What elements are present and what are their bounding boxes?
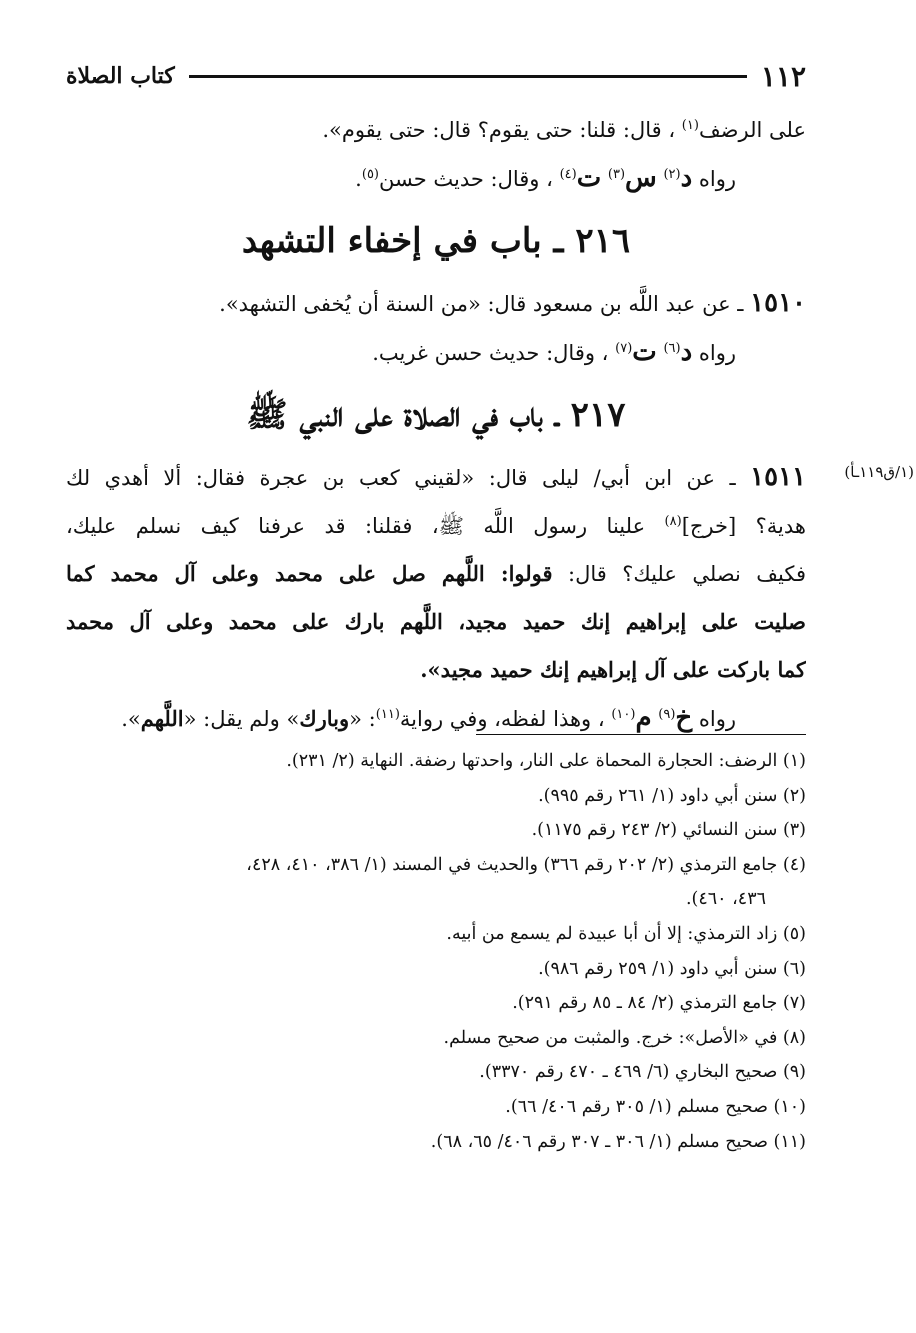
text-run: ، قال: قلنا: حتى يقوم؟ قال: حتى يقوم».: [322, 118, 676, 142]
hadith-1511-line-5: كما باركت على آل إبراهيم إنك حميد مجيد».: [420, 657, 806, 682]
hadith-1511-line-1: [66, 453, 806, 502]
hadith-1510: [66, 279, 806, 328]
page-number: ١١٢: [760, 59, 806, 93]
footnote-2: (٢) سنن أبي داود (١/ ٢٦١ رقم ٩٩٥).: [538, 785, 806, 806]
source-siglum: د: [680, 337, 693, 367]
text-run: ، وقال: حديث حسن: [379, 167, 553, 191]
hadith-text: ـ عن عبد اللَّه بن مسعود قال: «من السنة أن يُخفى التشهد».: [219, 292, 744, 316]
text-run: ، وهذا لفظه، وفي رواية: [399, 707, 605, 731]
footnote-ref: (٧): [615, 341, 633, 356]
running-header: [66, 58, 806, 94]
source-siglum: خ: [675, 703, 693, 733]
footnote-ref: (٤): [559, 167, 577, 182]
text-run: ».: [121, 707, 141, 731]
hadith-1510-sources: [66, 328, 806, 377]
source-siglum: م: [635, 703, 652, 733]
text-run: : «: [349, 707, 376, 731]
hadith-1511-line-2: [66, 502, 806, 550]
footnote-ref: (٦): [663, 341, 681, 356]
footnote-5: (٥) زاد الترمذي: إلا أن أبا عبيدة لم يسمع من أبيه.: [446, 923, 806, 944]
hadith-text: هدية؟ [خرج]: [681, 514, 806, 538]
text-run: » ولم يقل: «: [183, 707, 300, 731]
source-siglum: ت: [576, 163, 602, 193]
hadith-text: فكيف نصلي عليك؟ قال:: [568, 562, 806, 586]
book-title: كتاب الصلاة: [66, 63, 175, 89]
main-text: [66, 106, 806, 743]
footnote-ref: (٩): [658, 707, 676, 722]
text-run: رواه: [698, 707, 736, 731]
hadith-text: ـ عن ابن أبي/ ليلى قال: «لقيني كعب بن عجرة فقال: ألا أهدي لك: [66, 466, 736, 490]
text-run: رواه: [698, 167, 736, 191]
text-run: رواه: [698, 341, 736, 365]
footnote-3: (٣) سنن النسائي (٢/ ٢٤٣ رقم ١١٧٥).: [531, 820, 806, 841]
footnote-ref: (٢): [663, 167, 681, 182]
footnote-ref: (٨): [664, 514, 682, 529]
hadith-number: ١٥١٠: [750, 288, 806, 318]
text-line-1: [66, 106, 806, 154]
source-siglum: س: [625, 163, 657, 193]
hadith-1511-line-4: صليت على إبراهيم إنك حميد مجيد، اللَّهم بارك على محمد وعلى آل محمد: [66, 609, 806, 634]
hadith-text: علينا رسول اللَّه ﷺ، فقلنا: قد عرفنا كيف نسلم عليك،: [66, 514, 646, 538]
footnote-7: (٧) جامع الترمذي (٢/ ٨٤ ـ ٨٥ رقم ٢٩١).: [512, 993, 806, 1014]
source-siglum: د: [680, 163, 693, 193]
footnotes: [66, 744, 806, 1159]
source-siglum: ت: [632, 337, 657, 367]
text-run-bold: اللَّهم: [140, 706, 184, 731]
hadith-number: ١٥١١: [750, 462, 806, 492]
footnote-8: (٨) في «الأصل»: خرج. والمثبت من صحيح مسلم.: [443, 1027, 806, 1048]
footnote-ref: (١١): [375, 707, 400, 722]
manuscript-margin-note: (١/ق١١٩ـأ): [844, 463, 914, 481]
footnote-separator: [476, 734, 806, 735]
header-rule: [189, 75, 747, 78]
hadith-text-bold: قولوا: اللَّهم صل على محمد وعلى آل محمد كما: [66, 561, 553, 586]
footnote-11: (١١) صحيح مسلم (١/ ٣٠٦ ـ ٣٠٧ رقم ٤٠٦/ ٦٥، ٦٨).: [430, 1131, 806, 1152]
text-line-2: [66, 154, 806, 203]
footnote-ref: (٥): [361, 167, 379, 182]
footnote-10: (١٠) صحيح مسلم (١/ ٣٠٥ رقم ٤٠٦/ ٦٦).: [505, 1096, 806, 1117]
hadith-1511-sources: [66, 694, 806, 743]
footnote-ref: (٣): [607, 167, 626, 182]
text-run: .: [355, 167, 362, 191]
footnote-4-continued: ٤٣٦، ٤٦٠).: [685, 889, 766, 910]
footnote-9: (٩) صحيح البخاري (٦/ ٤٦٩ ـ ٤٧٠ رقم ٣٣٧٠).: [479, 1062, 806, 1083]
chapter-heading-216: ٢١٦ ـ باب في إخفاء التشهد: [241, 221, 631, 261]
footnote-ref: (١): [681, 118, 699, 133]
footnote-4: (٤) جامع الترمذي (٢/ ٢٠٢ رقم ٣٦٦) والحديث في المسند (١/ ٣٨٦، ٤١٠، ٤٢٨،: [246, 854, 806, 875]
footnote-6: (٦) سنن أبي داود (١/ ٢٥٩ رقم ٩٨٦).: [538, 958, 806, 979]
footnote-ref: (١٠): [611, 707, 636, 722]
text-run: ، وقال: حديث حسن غريب.: [372, 341, 609, 365]
chapter-heading-217: ٢١٧ ـ باب في الصلاة على النبي ﷺ: [246, 395, 626, 435]
text-run-bold: وبارك: [299, 706, 350, 731]
text-run: على الرضف: [698, 118, 806, 142]
footnote-1: (١) الرضف: الحجارة المحماة على النار، واحدتها رضفة. النهاية (٢/ ٢٣١).: [286, 751, 806, 771]
hadith-1511-line-3: [66, 550, 806, 598]
